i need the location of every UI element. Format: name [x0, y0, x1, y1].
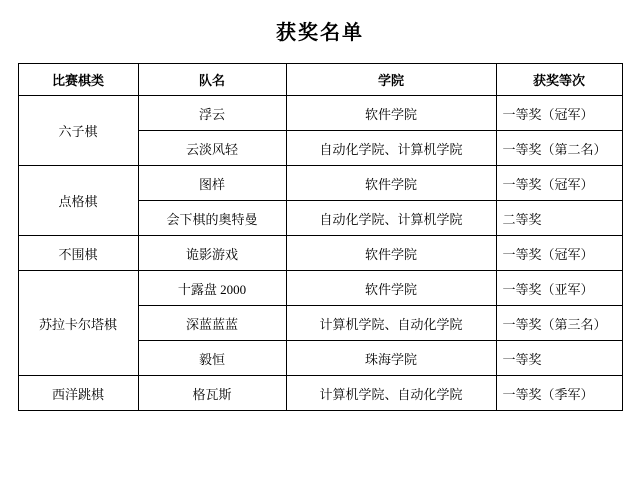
cell-award: 一等奖（亚军） — [496, 271, 622, 306]
cell-school: 软件学院 — [286, 166, 496, 201]
cell-team: 格瓦斯 — [138, 376, 286, 411]
table-header — [18, 64, 622, 96]
table-row — [18, 271, 622, 306]
cell-team: 深蓝蓝蓝 — [138, 306, 286, 341]
table-row — [18, 166, 622, 201]
award-table — [18, 63, 623, 411]
cell-award: 一等奖 — [496, 341, 622, 376]
cell-team: 会下棋的奥特曼 — [138, 201, 286, 236]
cell-award: 一等奖（第二名） — [496, 131, 622, 166]
table-row — [18, 96, 622, 131]
cell-team: 云淡风轻 — [138, 131, 286, 166]
table-row — [18, 236, 622, 271]
table-header-row — [18, 64, 622, 96]
column-header-category: 比赛棋类 — [18, 64, 138, 96]
cell-award: 一等奖（第三名） — [496, 306, 622, 341]
cell-school: 自动化学院、计算机学院 — [286, 201, 496, 236]
cell-category: 六子棋 — [18, 96, 138, 166]
cell-school: 软件学院 — [286, 271, 496, 306]
column-header-school: 学院 — [286, 64, 496, 96]
cell-team: 毅恒 — [138, 341, 286, 376]
cell-category: 点格棋 — [18, 166, 138, 236]
cell-award: 一等奖（冠军） — [496, 96, 622, 131]
page-title: 获奖名单 — [276, 22, 364, 44]
cell-school: 珠海学院 — [286, 341, 496, 376]
cell-school: 自动化学院、计算机学院 — [286, 131, 496, 166]
cell-category: 不围棋 — [18, 236, 138, 271]
cell-school: 计算机学院、自动化学院 — [286, 376, 496, 411]
column-header-team: 队名 — [138, 64, 286, 96]
cell-category: 西洋跳棋 — [18, 376, 138, 411]
cell-award: 二等奖 — [496, 201, 622, 236]
cell-school: 软件学院 — [286, 96, 496, 131]
document-page — [0, 16, 640, 496]
table-row — [18, 376, 622, 411]
cell-team: 图样 — [138, 166, 286, 201]
cell-category: 苏拉卡尔塔棋 — [18, 271, 138, 376]
cell-team: 浮云 — [138, 96, 286, 131]
cell-team: 十露盘 2000 — [138, 271, 286, 306]
column-header-award: 获奖等次 — [496, 64, 622, 96]
cell-award: 一等奖（冠军） — [496, 166, 622, 201]
cell-award: 一等奖（季军） — [496, 376, 622, 411]
table-body — [18, 96, 622, 411]
cell-award: 一等奖（冠军） — [496, 236, 622, 271]
cell-school: 软件学院 — [286, 236, 496, 271]
cell-school: 计算机学院、自动化学院 — [286, 306, 496, 341]
cell-team: 诡影游戏 — [138, 236, 286, 271]
